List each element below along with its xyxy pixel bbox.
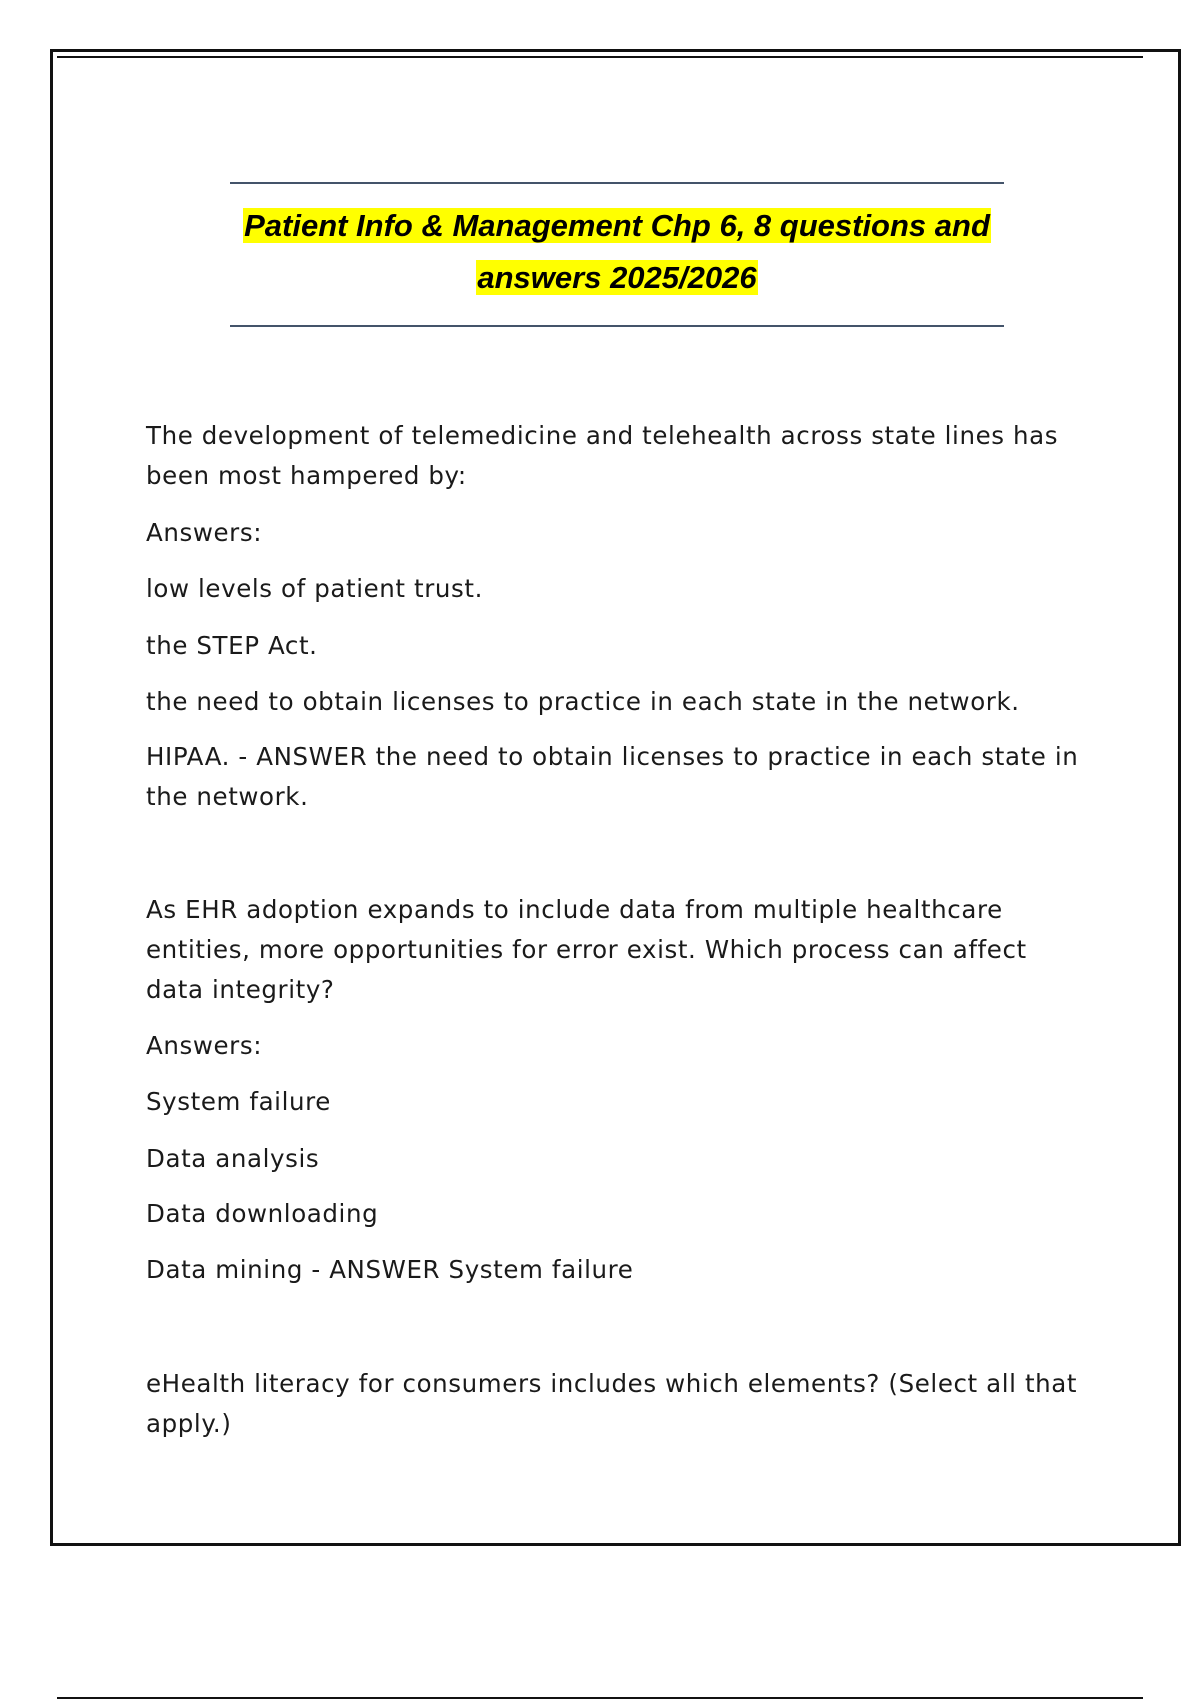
bottom-rule (57, 1697, 1143, 1699)
question-3-text: eHealth literacy for consumers includes which elements? (Select all that apply.) (146, 1369, 1078, 1438)
question-2-option-2: Data analysis (146, 1144, 320, 1173)
question-1-option-1: low levels of patient trust. (146, 574, 483, 603)
question-1-text: The development of telemedicine and telehealth across state lines has been most hampered by: (146, 421, 1059, 490)
title-rule-bottom (230, 325, 1004, 327)
question-2-text: As EHR adoption expands to include data from multiple healthcare entities, more opportunities for error exist. Which process can affect data integrity? (146, 895, 1027, 1004)
document-title (200, 200, 1034, 304)
title-rule-top (230, 182, 1004, 184)
title-line-1: Patient Info & Management Chp 6, 8 questions and (244, 208, 990, 243)
question-1-answers-label: Answers: (146, 518, 263, 547)
question-1-option-4-answer: HIPAA. - ANSWER the need to obtain licenses to practice in each state in the network. (146, 742, 1079, 811)
question-2-answers-label: Answers: (146, 1031, 263, 1060)
question-2-option-1: System failure (146, 1087, 331, 1116)
question-1-option-3: the need to obtain licenses to practice in each state in the network. (146, 687, 1020, 716)
question-1-option-2: the STEP Act. (146, 631, 318, 660)
top-rule (57, 56, 1143, 58)
question-2-option-3: Data downloading (146, 1199, 379, 1228)
question-2-option-4-answer: Data mining - ANSWER System failure (146, 1255, 634, 1284)
title-line-2: answers 2025/2026 (477, 260, 757, 295)
